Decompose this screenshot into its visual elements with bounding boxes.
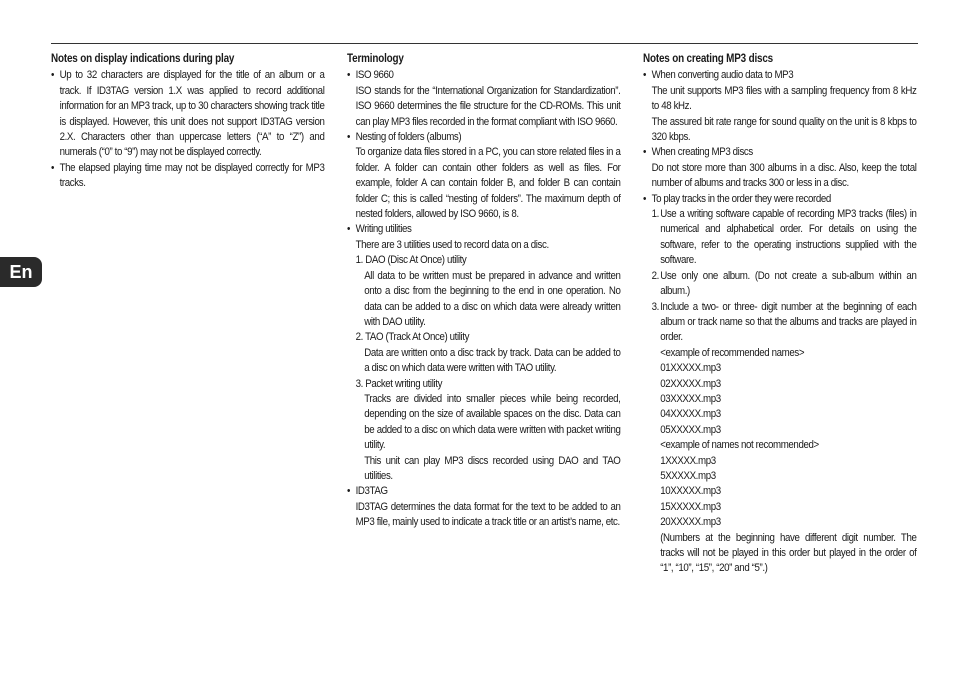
term-writing-utilities: [347, 222, 620, 237]
note-creating: [643, 145, 916, 160]
bullet-icon: •: [347, 223, 351, 236]
term-nesting: [347, 130, 620, 145]
example-filename: 03XXXXX.mp3: [660, 392, 721, 405]
note-title: To play tracks in the order they were recorded: [651, 192, 831, 205]
note-order: [643, 192, 916, 207]
term-title: ID3TAG: [355, 485, 388, 498]
utility-body: Tracks are divided into smaller pieces while being recorded, depending on the size of available spaces on the disc. Data can be added to a disc on which data were written with packet writing utility.: [364, 392, 621, 452]
example-filename: 02XXXXX.mp3: [660, 377, 721, 390]
bullet-icon: •: [51, 69, 55, 82]
list-item-text: The elapsed playing time may not be displayed correctly for MP3 tracks.: [59, 161, 325, 190]
term-title: Nesting of folders (albums): [355, 131, 462, 144]
column-mp3-notes: [643, 52, 916, 577]
list-item: [51, 68, 324, 160]
utility-body: Data are written onto a disc track by track. Data can be added to a disc on which data were written with TAO utility.: [364, 346, 621, 375]
example-filename: 04XXXXX.mp3: [660, 408, 721, 421]
note-title: When creating MP3 discs: [651, 146, 753, 159]
step-item: [643, 269, 916, 300]
note-body: The unit supports MP3 files with a sampling frequency from 8 kHz to 48 kHz.: [651, 84, 917, 113]
step-text: Include a two- or three- digit number at the beginning of each album or track name so that the albums and tracks are played in order.: [660, 300, 917, 344]
section-heading: Notes on display indications during play: [51, 53, 235, 65]
list-item: [51, 161, 324, 192]
order-note: (Numbers at the beginning have different digit number. The tracks will not be played in this order but played in the order of “1”, “10”, “15”, “20” and “5”.): [660, 531, 917, 575]
example-filename: 1XXXXX.mp3: [660, 454, 716, 467]
utility-body: All data to be written must be prepared in advance and written onto a disc from the beginning to the end in one operation. No data can be added to a disc on which data were already written with DAO utility.: [364, 269, 621, 328]
bullet-icon: •: [643, 192, 647, 205]
note-body: Do not store more than 300 albums in a disc. Also, keep the total number of albums and tracks 300 or less in a disc.: [651, 161, 917, 190]
column-display-notes: [51, 52, 324, 192]
note-body: The assured bit rate range for sound quality on the unit is 8 kbps to 320 kbps.: [651, 115, 917, 144]
step-number: 2.: [651, 269, 659, 282]
example-filename: 5XXXXX.mp3: [660, 469, 716, 482]
bullet-icon: •: [347, 485, 351, 498]
utility-title: 1. DAO (Disc At Once) utility: [355, 254, 467, 267]
step-number: 3.: [651, 300, 659, 313]
top-rule: [51, 43, 918, 44]
bullet-icon: •: [347, 69, 351, 82]
example-filename: 10XXXXX.mp3: [660, 485, 721, 498]
note-title: When converting audio data to MP3: [651, 69, 794, 82]
list-item-text: Up to 32 characters are displayed for the title of an album or a track. If ID3TAG version 1.X was applied to record additional information for an MP3 track, up to 30 characters showing track title is displayed. However, this unit does not support ID3TAG version 2.X. Characters other than uppercase letters (“A” to “Z”) and numerals (“0” to “9”) may not be displayed correctly.: [59, 69, 325, 159]
example-label: <example of names not recommended>: [660, 439, 819, 452]
example-filename: 20XXXXX.mp3: [660, 516, 721, 529]
section-heading: Notes on creating MP3 discs: [643, 53, 774, 65]
bullet-icon: •: [643, 69, 647, 82]
step-item: [643, 207, 916, 269]
step-text: Use a writing software capable of recording MP3 tracks (files) in numerical and alphabetical order. For details on using the software, refer to the operating instructions supplied with the software.: [660, 208, 917, 267]
term-iso9660: [347, 68, 620, 83]
example-label: <example of recommended names>: [660, 346, 805, 359]
term-body: There are 3 utilities used to record data on a disc.: [355, 238, 549, 251]
language-tab: En: [0, 257, 42, 287]
term-title: Writing utilities: [355, 223, 412, 236]
example-filename: 15XXXXX.mp3: [660, 500, 721, 513]
term-title: ISO 9660: [355, 69, 394, 82]
term-body: ID3TAG determines the data format for the text to be added to an MP3 file, mainly used to indicate a track title or an artist’s name, etc.: [355, 500, 621, 529]
section-heading: Terminology: [347, 53, 404, 65]
example-filename: 01XXXXX.mp3: [660, 362, 721, 375]
bullet-icon: •: [347, 131, 351, 144]
step-item: [643, 300, 916, 346]
term-body: ISO stands for the “International Organization for Standardization”. ISO 9660 determines the file structure for the CD-ROMs. This unit can play MP3 files recorded in the format compliant with ISO 9660.: [355, 84, 621, 128]
column-terminology: [347, 52, 620, 531]
term-id3tag: [347, 484, 620, 499]
utility-title: 3. Packet writing utility: [355, 377, 443, 390]
utility-title: 2. TAO (Track At Once) utility: [355, 331, 470, 344]
example-filename: 05XXXXX.mp3: [660, 423, 721, 436]
note-converting: [643, 68, 916, 83]
step-number: 1.: [651, 208, 659, 221]
bullet-icon: •: [643, 146, 647, 159]
term-body: To organize data files stored in a PC, you can store related files in a folder. A folder can contain other folders as well as files. For example, folder A can contain folder B, and folder B can contain folder C; this is called “nesting of folders”. The maximum depth of nested folders, allowed by ISO 9660, is 8.: [355, 146, 621, 221]
bullet-icon: •: [51, 161, 55, 174]
step-text: Use only one album. (Do not create a sub-album within an album.): [660, 269, 917, 298]
utility-body: This unit can play MP3 discs recorded using DAO and TAO utilities.: [364, 454, 621, 482]
